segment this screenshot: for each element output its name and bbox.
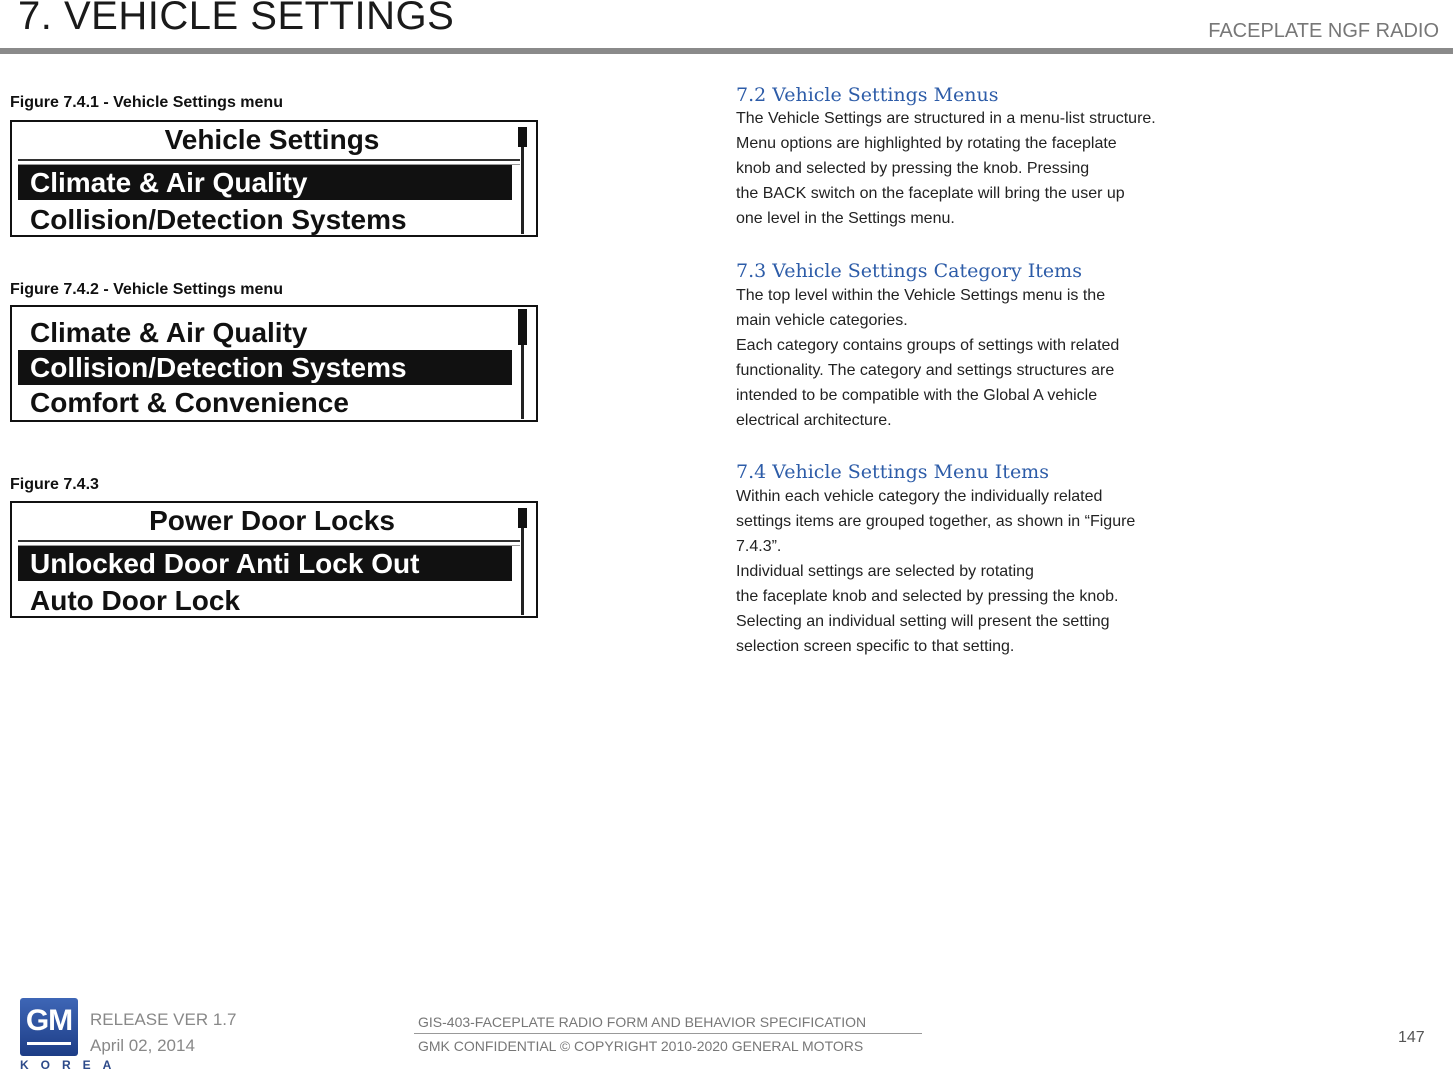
gm-logo-text: GM (25, 1004, 73, 1037)
release-version: RELEASE VER 1.7 (90, 1010, 237, 1029)
menu-row: Auto Door Lock (30, 585, 240, 616)
gm-korea-wordmark: KOREA (20, 1058, 124, 1072)
body-line: The top level within the Vehicle Settings menu is the (736, 287, 1106, 304)
page-title: 7. VEHICLE SETTINGS (18, 0, 455, 38)
body-line: knob and selected by pressing the knob. Pressing (736, 160, 1090, 177)
section-body-7-4 (736, 484, 1296, 659)
body-line: Menu options are highlighted by rotating the faceplate (736, 135, 1117, 152)
section-heading-7-4: 7.4 Vehicle Settings Menu Items (736, 461, 1049, 483)
product-name: FACEPLATE NGF RADIO (1208, 20, 1439, 42)
body-line: selection screen specific to that setting. (736, 638, 1015, 655)
menu-row: Collision/Detection Systems (30, 204, 407, 235)
radio-screen-1 (10, 120, 538, 237)
document-id: GIS-403-FACEPLATE RADIO FORM AND BEHAVIOR SPECIFICATION (418, 1014, 867, 1030)
release-date: April 02, 2014 (90, 1036, 195, 1055)
menu-row-selected: Collision/Detection Systems (18, 350, 512, 385)
body-line: settings items are grouped together, as shown in “Figure (736, 513, 1136, 530)
section-body-7-2 (736, 106, 1296, 231)
scrollbar-thumb (518, 127, 527, 147)
body-line: the faceplate knob and selected by pressing the knob. (736, 588, 1119, 605)
menu-row-selected: Climate & Air Quality (18, 165, 512, 200)
menu-row-selected: Unlocked Door Anti Lock Out (18, 546, 512, 581)
scrollbar-thumb (518, 309, 527, 345)
gm-logo-underline (27, 1042, 71, 1045)
section-body-7-3 (736, 283, 1296, 433)
body-line: functionality. The category and settings structures are (736, 362, 1115, 379)
body-line: the BACK switch on the faceplate will bring the user up (736, 185, 1125, 202)
body-line: Each category contains groups of settings with related (736, 337, 1120, 354)
body-line: 7.4.3”. (736, 538, 782, 555)
radio-screen-2 (10, 305, 538, 422)
body-line: electrical architecture. (736, 412, 892, 429)
body-line: main vehicle categories. (736, 312, 908, 329)
section-heading-7-3: 7.3 Vehicle Settings Category Items (736, 260, 1082, 282)
radio-screen-3 (10, 501, 538, 618)
figure-caption-3: Figure 7.4.3 (10, 476, 99, 493)
body-line: intended to be compatible with the Global A vehicle (736, 387, 1098, 404)
header-divider (0, 48, 1453, 54)
body-line: one level in the Settings menu. (736, 210, 955, 227)
scrollbar-thumb (518, 508, 527, 528)
body-line: Within each vehicle category the individually related (736, 488, 1103, 505)
screen-title: Power Door Locks (149, 505, 395, 536)
body-line: Selecting an individual setting will present the setting (736, 613, 1110, 630)
title-divider (18, 159, 520, 161)
body-line: Individual settings are selected by rotating (736, 563, 1034, 580)
page-number: 147 (1398, 1029, 1425, 1046)
body-line: The Vehicle Settings are structured in a menu-list structure. (736, 110, 1156, 127)
title-divider (18, 540, 520, 542)
confidential-notice: GMK CONFIDENTIAL © COPYRIGHT 2010-2020 GENERAL MOTORS (418, 1038, 864, 1054)
footer-divider (414, 1033, 922, 1034)
menu-row: Comfort & Convenience (30, 387, 349, 418)
menu-row: Climate & Air Quality (30, 317, 308, 348)
figure-caption-1: Figure 7.4.1 - Vehicle Settings menu (10, 94, 283, 111)
section-heading-7-2: 7.2 Vehicle Settings Menus (736, 84, 999, 106)
figure-caption-2: Figure 7.4.2 - Vehicle Settings menu (10, 281, 283, 298)
screen-title: Vehicle Settings (164, 124, 380, 155)
